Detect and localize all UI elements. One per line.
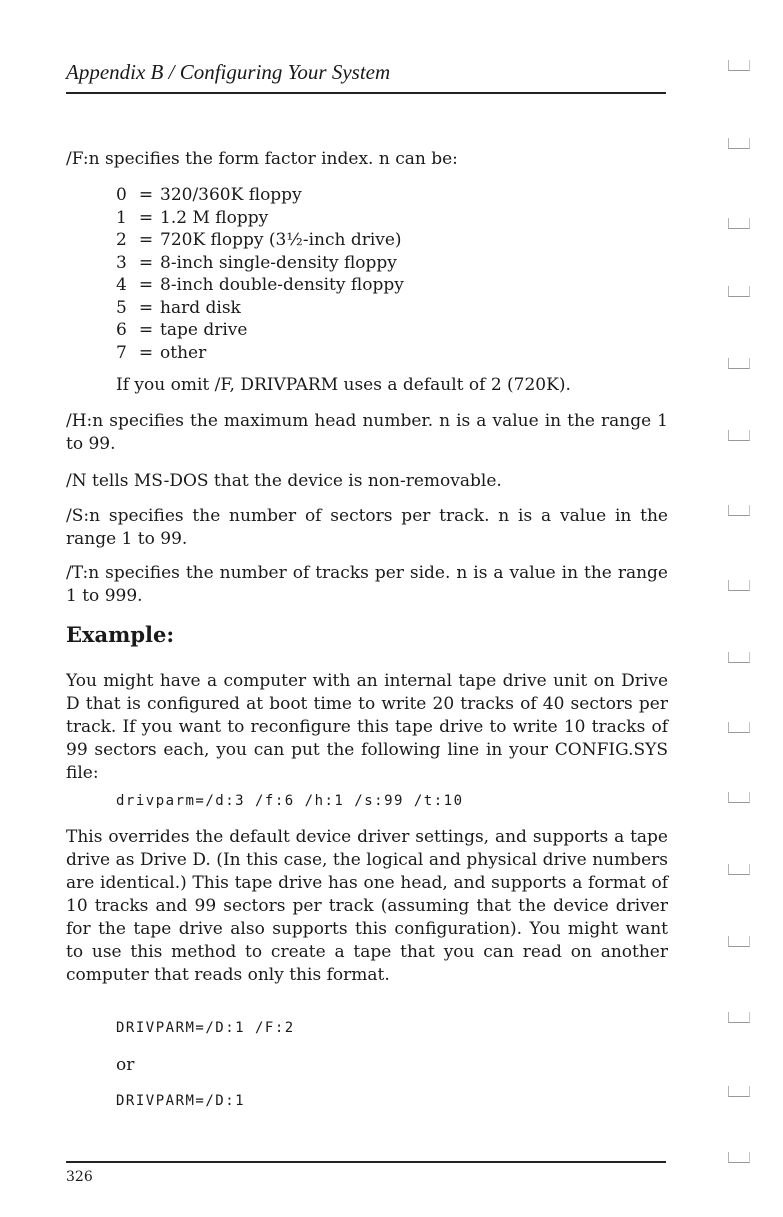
item-equals: = [138,252,154,273]
margin-mark [728,1012,750,1023]
footer-rule [66,1161,666,1163]
list-item [116,184,404,207]
item-equals: = [138,275,154,295]
list-item [116,342,404,365]
margin-mark [728,1086,750,1097]
item-description: tape drive [160,320,248,340]
margin-mark [728,580,750,591]
item-equals: = [138,297,154,318]
switch-t-paragraph: /T:n specifies the number of tracks per side. n is a value in the range 1 to 999. [66,563,668,606]
switch-n-paragraph: /N tells MS-DOS that the device is non-removable. [66,471,502,491]
default-note: If you omit /F, DRIVPARM uses a default of 2 (720K). [116,375,571,395]
code-line-drivparm-1: DRIVPARM=/D:1 /F:2 [116,1020,295,1036]
margin-mark [728,722,750,733]
margin-mark [728,1152,750,1163]
item-equals: = [138,320,154,340]
item-description: other [160,342,207,363]
page-number: 326 [66,1169,93,1185]
code-line-drivparm-2: DRIVPARM=/D:1 [116,1093,246,1109]
switch-h-paragraph: /H:n specifies the maximum head number. n is a value in the range 1 to 99. [66,411,668,454]
example-paragraph-2: This overrides the default device driver settings, and supports a tape drive as Drive D. (In this case, the logical and physical drive numbers are identical.) This tape drive has one head, and supports a format of 10 tracks and 99 sectors per track (assuming that the device driver for the tape drive also supports this configuration). You might want to use this method to create a tape that you can read on another computer that reads only this format. [66,827,668,985]
margin-mark [728,138,750,149]
item-index: 0 [116,185,127,205]
switch-s-paragraph: /S:n specifies the number of sectors per track. n is a value in the range 1 to 99. [66,506,668,549]
running-head: Appendix B / Configuring Your System [66,60,391,84]
margin-mark [728,652,750,663]
item-description: 8-inch single-density floppy [160,252,397,273]
item-index: 3 [116,252,127,273]
form-factor-intro: /F:n specifies the form factor index. n can be: [66,149,458,169]
item-index: 5 [116,297,127,318]
margin-mark [728,430,750,441]
code-line-drivparm-tape: drivparm=/d:3 /f:6 /h:1 /s:99 /t:10 [116,793,464,809]
margin-mark [728,218,750,229]
or-text: or [116,1055,135,1075]
item-equals: = [138,230,154,250]
item-description: 720K floppy (3½-inch drive) [160,230,402,250]
margin-mark [728,505,750,516]
margin-scan-marks [720,40,770,1180]
item-equals: = [138,207,154,228]
item-index: 4 [116,275,127,295]
item-index: 1 [116,207,127,228]
margin-mark [728,60,750,71]
item-equals: = [138,185,154,205]
list-item [116,319,404,342]
item-index: 7 [116,342,127,363]
form-factor-list [116,184,404,364]
margin-mark [728,792,750,803]
item-description: hard disk [160,297,241,318]
margin-mark [728,286,750,297]
list-item [116,229,404,252]
header-rule [66,92,666,94]
list-item [116,252,404,275]
margin-mark [728,936,750,947]
example-paragraph-1: You might have a computer with an internal tape drive unit on Drive D that is configured at boot time to write 20 tracks of 40 sectors per track. If you want to reconfigure this tape drive to write 10 tracks of 99 sectors each, you can put the following line in your CONFIG.SYS file: [66,671,668,783]
margin-mark [728,358,750,369]
item-equals: = [138,342,154,363]
example-heading: Example: [66,622,175,647]
list-item [116,297,404,320]
item-index: 6 [116,320,127,340]
list-item [116,274,404,297]
item-description: 1.2 M floppy [160,207,269,228]
item-description: 320/360K floppy [160,185,302,205]
item-index: 2 [116,230,127,250]
item-description: 8-inch double-density floppy [160,275,404,295]
list-item [116,207,404,230]
margin-mark [728,864,750,875]
